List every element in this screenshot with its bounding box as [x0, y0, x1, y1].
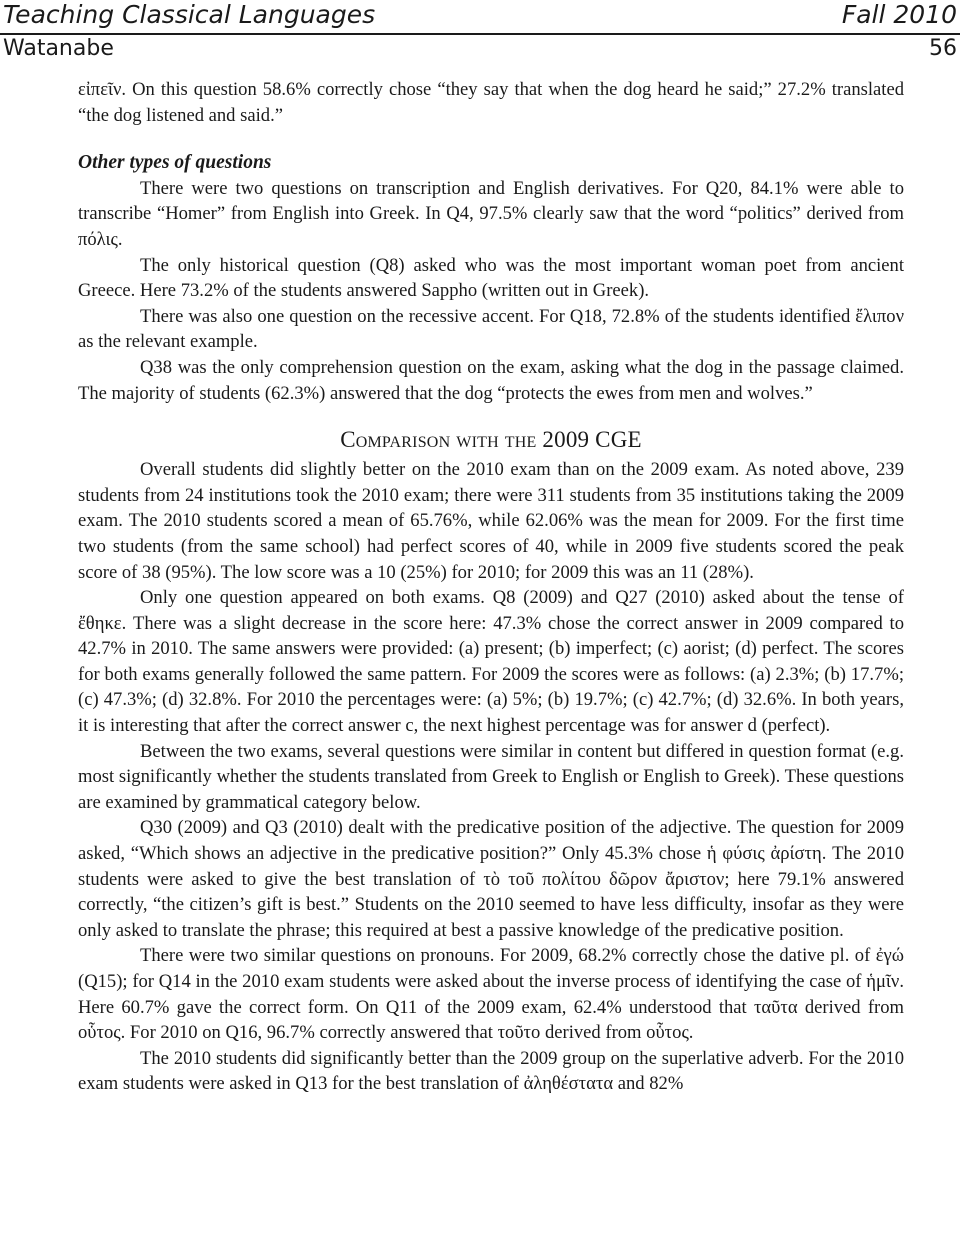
paragraph: Q38 was the only comprehension question on the exam, asking what the dog in the passage claimed. The majority of students (62.3%) answered that the dog “protects the ewes from men and wolves.” — [78, 356, 904, 404]
running-header — [0, 0, 960, 64]
paragraph: Overall students did slightly better on the 2010 exam than on the 2009 exam. As noted above, 239 students from 24 institutions took the 2010 exam; there were 311 students from 35 institutions taking the 2009 exam. The 2010 students scored a mean of 65.76%, while 62.06% was the mean for 2009. For the first time two students (from the same school) had perfect scores of 40, while in 2009 five students scored the peak score of 38 (95%). The low score was a 10 (25%) for 2010; for 2009 this was an 11 (28%). — [78, 459, 904, 583]
article-body — [78, 77, 904, 1097]
issue-label: Fall 2010 — [841, 0, 957, 29]
journal-title: Teaching Classical Languages — [3, 0, 376, 29]
header-rule — [0, 33, 960, 35]
paragraph: There were two similar questions on pronouns. For 2009, 68.2% correctly chose the dative pl. of ἐγώ (Q15); for Q14 in the 2010 exam students were asked about the inverse process of identifying the case of ἡμῖν. Here 60.7% gave the correct form. On Q11 of the 2009 exam, 62.4% understood that ταῦτα derived from οὗτος. For 2010 on Q16, 96.7% correctly answered that τοῦτο derived from οὗτος. — [78, 945, 904, 1044]
subsection-heading: Other types of questions — [78, 152, 272, 174]
paragraph: The 2010 students did significantly better than the 2009 group on the superlative adverb. For the 2010 exam students were asked in Q13 for the best translation of ἀληθέστατα and 82% — [78, 1047, 904, 1095]
paragraph: Only one question appeared on both exams. Q8 (2009) and Q27 (2010) asked about the tense of ἔθηκε. There was a slight decrease in the score here: 47.3% chose the correct answer in 2009 compared to 42.7% in 2010. The same answers were provided: (a) present; (b) imperfect; (c) aorist; (d) perfect. The scores for both exams generally followed the same pattern. For 2009 the scores were as follows: (a) 2.3%; (b) 17.7%; (c) 47.3%; (d) 32.8%. For 2010 the percentages were: (a) 5%; (b) 19.7%; (c) 42.7%; (d) 32.6%. In both years, it is interesting that after the correct answer c, the next highest percentage was for answer d (perfect). — [78, 587, 904, 737]
paragraph: There was also one question on the recessive accent. For Q18, 72.8% of the students identified ἔλιπον as the relevant example. — [78, 305, 904, 353]
paragraph: The only historical question (Q8) asked who was the most important woman poet from ancient Greece. Here 73.2% of the students answered Sappho (written out in Greek). — [78, 254, 904, 302]
paragraph: Between the two exams, several questions were similar in content but differed in question format (e.g. most significantly whether the students translated from Greek to English or English to Greek). These questions are examined by grammatical category below. — [78, 740, 904, 813]
author-name: Watanabe — [3, 36, 114, 61]
paragraph: There were two questions on transcription and English derivatives. For Q20, 84.1% were able to transcribe “Homer” from English into Greek. In Q4, 97.5% clearly saw that the word “politics” derived from πόλις. — [78, 177, 904, 250]
section-heading: Comparison with the 2009 CGE — [340, 427, 642, 453]
paragraph: Q30 (2009) and Q3 (2010) dealt with the predicative position of the adjective. The question for 2009 asked, “Which shows an adjective in the predicative position?” Only 45.3% chose ἡ φύσις ἀρίστη. The 2010 students were asked to give the best translation of τὸ τοῦ πολίτου δῶρον ἄριστον; here 79.1% answered correctly, “the citizen’s gift is best.” Students on the 2010 seemed to have less difficulty, insofar as they were only asked to translate the phrase; this required at best a passive knowledge of the predicative position. — [78, 817, 904, 941]
page-number: 56 — [929, 36, 957, 61]
paragraph: εἰπεῖν. On this question 58.6% correctly chose “they say that when the dog heard he said;” 27.2% translated “the dog listened and said.” — [78, 79, 904, 126]
